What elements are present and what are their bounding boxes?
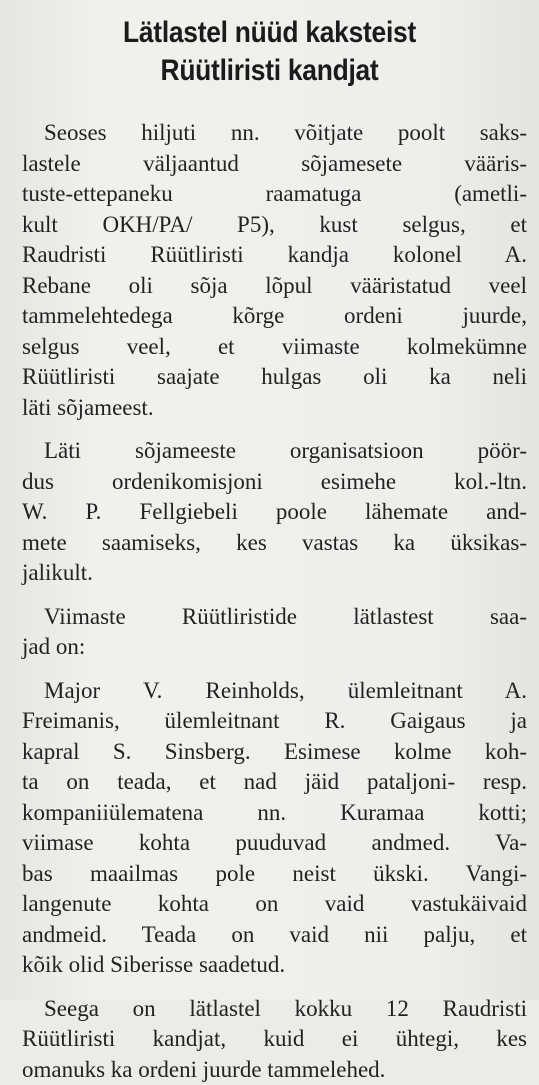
text-line: W. P. Fellgiebeli poole lähemate and- [22, 497, 527, 528]
text-line: viimase kohta puuduvad andmed. Va- [22, 828, 527, 859]
text-line: selgus veel, et viimaste kolmekümne [22, 332, 527, 363]
article-paragraph [44, 118, 527, 423]
text-line: Seega on lätlastel kokku 12 Raudristi [44, 994, 527, 1025]
text-line: ta on teada, et nad jäid pataljoni- resp. [22, 767, 527, 798]
text-line: Raudristi Rüütliristi kandja kolonel A. [22, 240, 527, 271]
paragraph-gap [44, 663, 527, 676]
article-paragraph [44, 602, 527, 663]
paragraph-gap [44, 423, 527, 436]
text-line: tuste-ettepaneku raamatuga (ametli- [22, 179, 527, 210]
text-line: tammelehtedega kõrge ordeni juurde, [22, 301, 527, 332]
text-line: mete saamiseks, kes vastas ka üksikas- [22, 528, 527, 559]
text-line: Rüütliristi saajate hulgas oli ka neli [22, 362, 527, 393]
text-line: Major V. Reinholds, ülemleitnant A. [44, 676, 527, 707]
text-line: Freimanis, ülemleitnant R. Gaigaus ja [22, 706, 527, 737]
text-line: jalikult. [22, 558, 527, 589]
headline [32, 0, 506, 90]
text-line: bas maailmas pole neist ükski. Vangi- [22, 859, 527, 890]
paragraph-gap [44, 589, 527, 602]
text-line: läti sõjameest. [22, 393, 527, 424]
article-paragraph [44, 676, 527, 981]
text-line: lastele väljaantud sõjamesete vääris- [22, 149, 527, 180]
article-body [44, 118, 527, 1085]
text-line: dus ordenikomisjoni esimehe kol.-ltn. [22, 467, 527, 498]
article-paragraph [44, 436, 527, 589]
paragraph-gap [44, 981, 527, 994]
text-line: Rebane oli sõja lõpul vääristatud veel [22, 271, 527, 302]
article-paragraph [44, 994, 527, 1085]
text-line: kõik olid Siberisse saadetud. [22, 950, 527, 981]
text-line: andmeid. Teada on vaid nii palju, et [22, 920, 527, 951]
text-line: Läti sõjameeste organisatsioon pöör- [44, 436, 527, 467]
text-line: kapral S. Sinsberg. Esimese kolme koh- [22, 737, 527, 768]
headline-line-1: Lätlastel nüüd kaksteist [32, 14, 506, 52]
text-line: omanuks ka ordeni juurde tammelehed. [22, 1055, 527, 1085]
text-line: kompaniiülematena nn. Kuramaa kotti; [22, 798, 527, 829]
headline-line-2: Rüütliristi kandjat [32, 52, 506, 90]
text-line: langenute kohta on vaid vastukäivaid [22, 889, 527, 920]
text-line: Rüütliristi kandjat, kuid ei ühtegi, kes [22, 1024, 527, 1055]
text-line: kult OKH/PA/ P5), kust selgus, et [22, 210, 527, 241]
text-line: Seoses hiljuti nn. võitjate poolt saks- [44, 118, 527, 149]
text-line: jad on: [22, 632, 527, 663]
text-line: Viimaste Rüütliristide lätlastest saa- [44, 602, 527, 633]
